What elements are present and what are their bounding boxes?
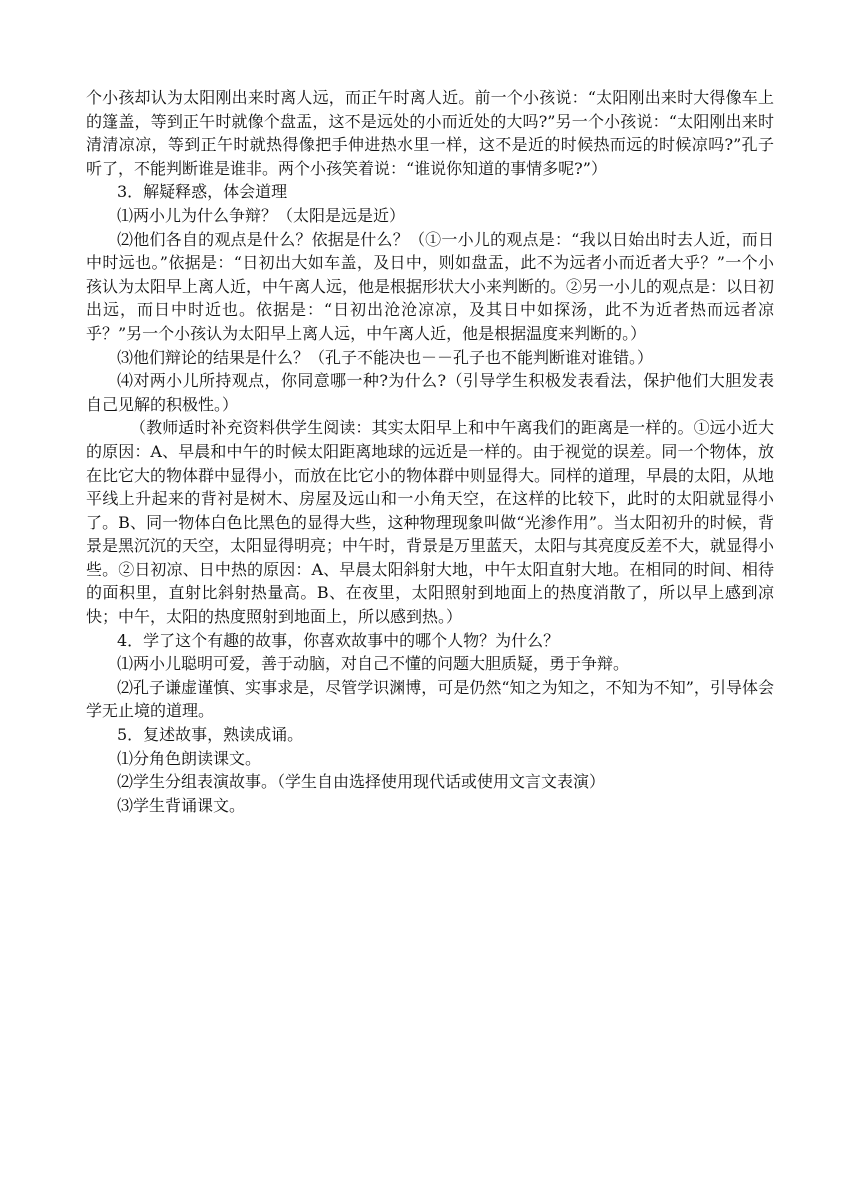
section-5-heading: 5．复述故事，熟读成诵。 xyxy=(117,725,304,745)
answer-1: ⑴两小儿聪明可爱，善于动脑，对自己不懂的问题大胆质疑，勇于争辩。 xyxy=(117,654,630,674)
section-4-heading: 4．学了这个有趣的故事，你喜欢故事中的哪个人物？为什么？ xyxy=(117,630,560,650)
question-3: ⑶他们辩论的结果是什么？（孔子不能决也－－孔子也不能判断谁对谁错。） xyxy=(117,347,654,367)
question-1: ⑴两小儿为什么争辩？（太阳是远是近） xyxy=(117,205,406,225)
question-2: ⑵他们各自的观点是什么？依据是什么？（①一小儿的观点是：“我以日始出时去人近，而日中时远也。”依据是：“日初出大如车盖，及日中，则如盘盂，此不为远者小而近者大乎？”一个小孩认为太阳早上离人近，中午离人远，他是根据形状大小来判断的。②另一小儿的观点是：以日初出远，而日中时近也。依据是：“日初出沧沧凉凉，及其日中如探汤，此不为近者热而远者凉乎？”另一个小孩认为太阳早上离人远，中午离人近，他是根据温度来判断的。） xyxy=(86,229,775,343)
story-translation-continued: 个小孩却认为太阳刚出来时离人远，而正午时离人近。前一个小孩说：“太阳刚出来时大得像车上的篷盖，等到正午时就像个盘盂，这不是远处的小而近处的大吗?”另一个小孩说：“太阳刚出来时清清凉凉，等到正午时就热得像把手伸进热水里一样，这不是近的时候热而远的时候凉吗?”孔子听了，不能判断谁是谁非。两个小孩笑着说：“谁说你知道的事情多呢?”） xyxy=(86,88,774,178)
activity-3: ⑶学生背诵课文。 xyxy=(117,795,246,815)
section-3-heading: 3．解疑释惑，体会道理 xyxy=(117,182,288,202)
answer-2: ⑵孔子谦虚谨慎、实事求是，尽管学识渊博，可是仍然“知之为知之，不知为不知”，引导体会学无止境的道理。 xyxy=(86,677,774,721)
document-page xyxy=(86,86,774,817)
activity-1: ⑴分角色朗读课文。 xyxy=(117,748,262,768)
teacher-supplement: （教师适时补充资料供学生阅读：其实太阳早上和中午离我们的距离是一样的。①远小近大的原因：A、早晨和中午的时候太阳距离地球的远近是一样的。由于视觉的误差。同一个物体，放在比它大的物体群中显得小，而放在比它小的物体群中则显得大。同样的道理，早晨的太阳，从地平线上升起来的背衬是树木、房屋及远山和一小角天空，在这样的比较下，此时的太阳就显得小了。B、同一物体白色比黑色的显得大些，这种物理现象叫做“光渗作用”。当太阳初升的时候，背景是黑沉沉的天空，太阳显得明亮；中午时，背景是万里蓝天，太阳与其亮度反差不大，就显得小些。②日初凉、日中热的原因：A、早晨太阳斜射大地，中午太阳直射大地。在相同的时间、相待的面积里，直射比斜射热量高。B、在夜里，太阳照射到地面上的热度消散了，所以早上感到凉快；中午，太阳的热度照射到地面上，所以感到热。） xyxy=(86,418,775,627)
question-4: ⑷对两小儿所持观点，你同意哪一种?为什么?（引导学生积极发表看法，保护他们大胆发表自己见解的积极性。） xyxy=(86,371,774,414)
activity-2: ⑵学生分组表演故事。（学生自由选择使用现代话或使用文言文表演） xyxy=(117,772,606,792)
